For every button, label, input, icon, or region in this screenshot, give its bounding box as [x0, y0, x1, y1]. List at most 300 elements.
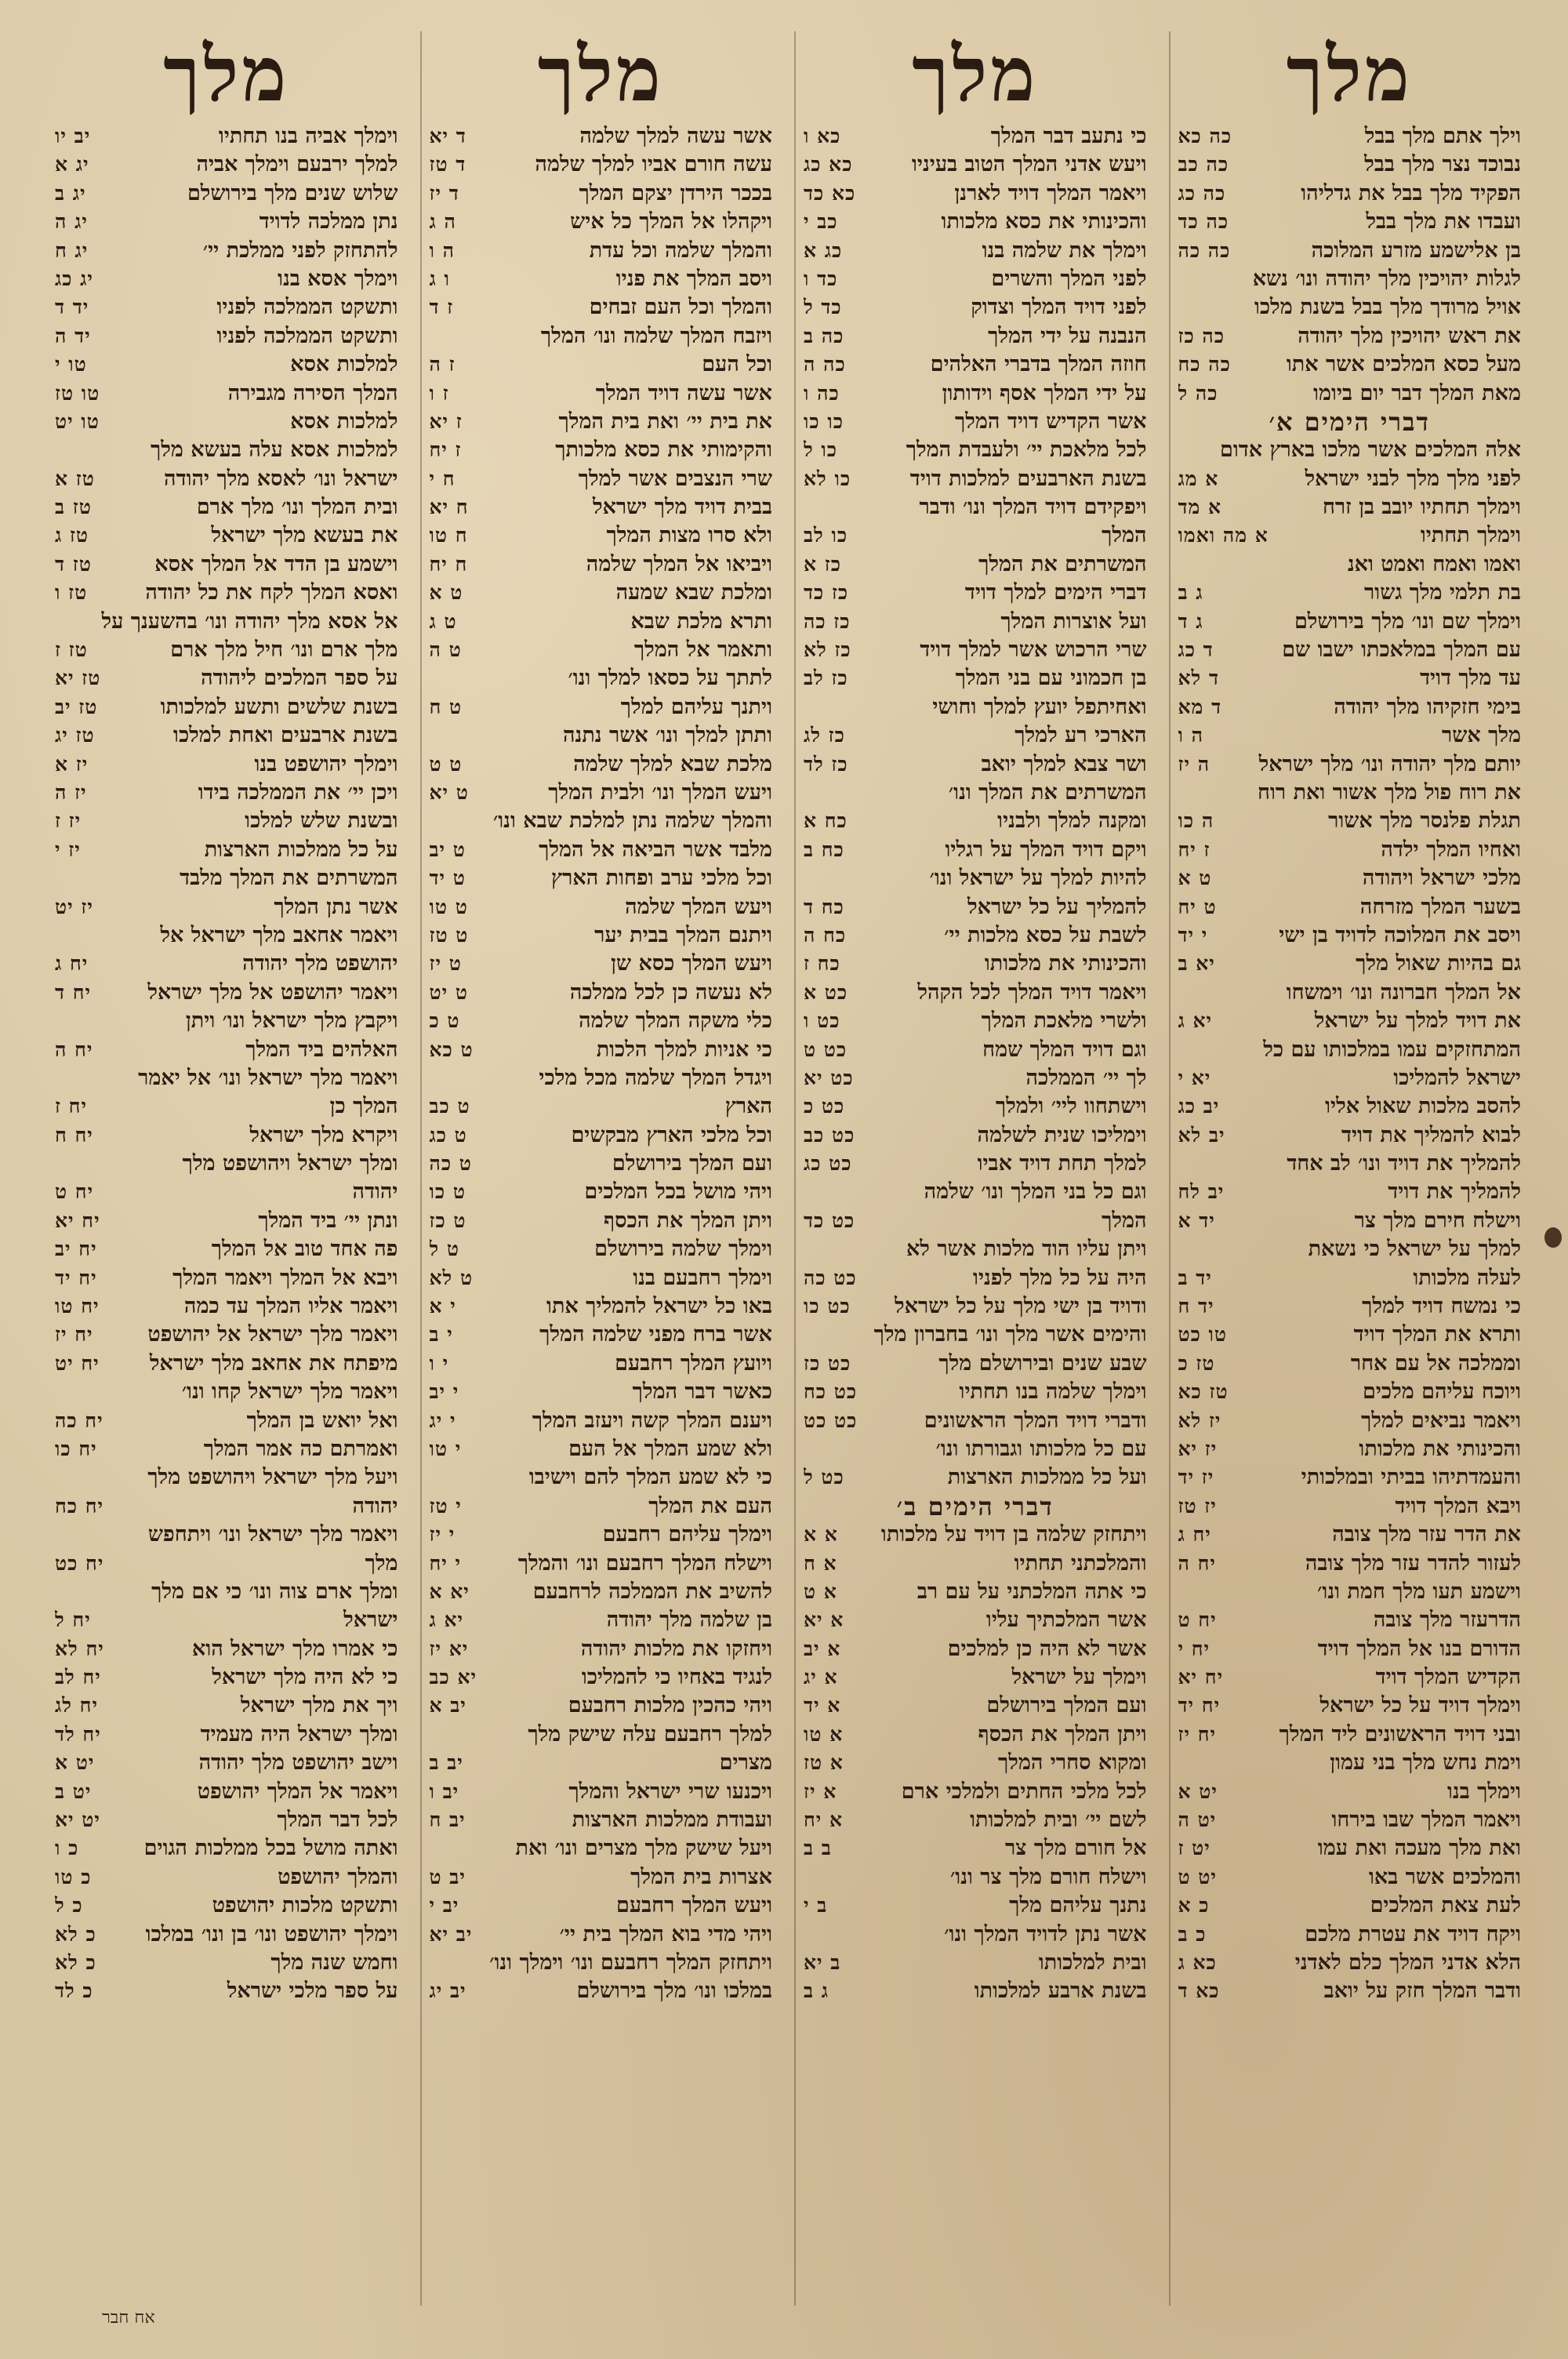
- entry-text: המשרתים את המלך ונו׳: [948, 780, 1147, 805]
- entry-text: וישב יהושפט מלך יהודה: [198, 1750, 398, 1776]
- entry-text: ויאמר יהושפט אל מלך ישראל: [147, 980, 398, 1005]
- entry-row: [1178, 1778, 1522, 1806]
- entry-text: וישמע בן הדד אל המלך אסא: [154, 551, 398, 576]
- entry-reference: יג א: [55, 153, 89, 176]
- entry-reference: ד טז: [429, 153, 466, 176]
- entry-row: [804, 1121, 1147, 1150]
- entry-row: [430, 151, 773, 179]
- entry-row: [55, 151, 398, 179]
- entry-text: בן שלמה מלך יהודה: [606, 1608, 772, 1633]
- entry-reference: ז יח: [1178, 838, 1210, 861]
- entry-reference: יא ג: [1178, 1009, 1213, 1033]
- entry-reference: ט לא: [429, 1266, 474, 1289]
- entry-reference: יז י: [55, 838, 81, 861]
- entry-row: [55, 436, 398, 464]
- entry-text: להשיב את הממלכה לרחבעם: [532, 1579, 772, 1604]
- entry-text: והמלך שלמה נתן למלכת שבא ונו׳: [493, 809, 772, 834]
- entry-text: לכל מלאכת יי׳ ולעבדת המלך: [906, 438, 1147, 463]
- entry-row: [804, 864, 1147, 892]
- entry-text: ויתן המלך את הכסף: [604, 1208, 772, 1233]
- entry-row: [804, 1407, 1147, 1435]
- entry-row: [55, 1892, 398, 1920]
- column-header: מלך: [912, 31, 1039, 118]
- entry-text: אלה המלכים אשר מלכו בארץ אדום: [1220, 438, 1521, 463]
- entry-reference: א יח: [804, 1808, 844, 1832]
- entry-row: [55, 722, 398, 750]
- entry-reference: כ לד: [55, 1979, 93, 2003]
- entry-row: [1178, 1578, 1522, 1606]
- entry-row: [1178, 122, 1522, 151]
- entry-row: [430, 864, 773, 892]
- entry-row: [430, 779, 773, 807]
- entry-row: [804, 351, 1147, 379]
- entry-text: ויעש המלך רחבעם: [616, 1893, 772, 1918]
- entry-reference: ט א: [1178, 867, 1212, 890]
- entry-row: [804, 1721, 1147, 1749]
- entry-reference: טז ז: [55, 638, 88, 662]
- entry-text: מלך ארם ונו׳ חיל מלך ארם: [170, 638, 398, 663]
- entry-reference: ט ג: [429, 609, 457, 633]
- entry-reference: כז לא: [804, 638, 851, 662]
- entry-row: [1178, 1921, 1522, 1949]
- entry-reference: כט ט: [804, 1038, 848, 1061]
- entry-reference: י יד: [1178, 923, 1208, 947]
- entry-text: ואת מלך מעכה ואת עמו: [1317, 1836, 1521, 1861]
- entry-row: [1178, 1207, 1522, 1235]
- entry-row: [55, 208, 398, 236]
- entry-row: [804, 1007, 1147, 1035]
- entry-text: יותם מלך יהודה ונו׳ מלך ישראל: [1258, 751, 1521, 776]
- entry-reference: כט כה: [804, 1266, 857, 1289]
- entry-row: [55, 1721, 398, 1749]
- entry-text: המשרתים את המלך מלבד: [180, 866, 398, 891]
- entry-reference: יט ז: [1178, 1837, 1210, 1860]
- entry-text: וישלח חורם מלך צר ונו׳: [950, 1864, 1147, 1889]
- entry-row: [430, 1778, 773, 1806]
- entry-row: [55, 1292, 398, 1321]
- entry-text: ויהי כהכין מלכות רחבעם: [568, 1693, 772, 1718]
- entry-text: המלך: [1102, 523, 1147, 548]
- entry-reference: יז יד: [1178, 1466, 1214, 1489]
- entry-reference: א יז: [804, 1779, 837, 1803]
- entry-text: אל המלך חברונה ונו׳ וימשחו: [1286, 980, 1521, 1005]
- entry-text: לפני דויד המלך וצדוק: [971, 295, 1147, 320]
- entry-reference: ט יט: [429, 980, 468, 1004]
- entry-text: וימלך דויד על כל ישראל: [1319, 1693, 1521, 1718]
- entry-row: [55, 1407, 398, 1435]
- entry-reference: ט א: [429, 581, 463, 605]
- entry-text: בן אלישמע מזרע המלוכה: [1311, 238, 1521, 263]
- entry-text: שבע שנים ובירושלם מלך: [938, 1350, 1147, 1376]
- entry-text: והמלכים אשר באו: [1369, 1864, 1521, 1889]
- entry-text: ויקבץ מלך ישראל ונו׳ ויתן: [185, 1009, 398, 1034]
- entry-row: [55, 493, 398, 522]
- entry-text: עד מלך דויד: [1420, 666, 1521, 691]
- entry-text: ויתן המלך את הכסף: [978, 1721, 1147, 1747]
- entry-row: [430, 122, 773, 151]
- entry-text: המלך: [1102, 1208, 1147, 1233]
- entry-row: [430, 1921, 773, 1949]
- entry-text: מלך: [365, 1550, 398, 1576]
- entry-row: [430, 1350, 773, 1378]
- entry-text: למלך על ישראל כי נשאת: [1308, 1237, 1521, 1262]
- entry-reference: יח ג: [55, 952, 89, 976]
- entry-row: [55, 1692, 398, 1720]
- entry-row: [1178, 1834, 1522, 1863]
- entry-row: [55, 1092, 398, 1121]
- entry-text: בן חכמוני עם בני המלך: [955, 666, 1147, 691]
- entry-reference: א טז: [804, 1751, 844, 1775]
- entry-reference: כז לד: [804, 752, 848, 776]
- entry-text: ולא שמע המלך אל העם: [568, 1436, 772, 1461]
- entry-row: [1178, 1064, 1522, 1092]
- entry-text: ויענם המלך קשה ויעזב המלך: [532, 1408, 772, 1433]
- entry-reference: יז ז: [55, 809, 82, 833]
- entry-text: וישלח המלך רחבעם ונו׳ והמלך: [517, 1550, 772, 1576]
- entry-text: וגם דויד המלך שמח: [982, 1037, 1147, 1062]
- entry-text: בבית דויד מלך ישראל: [592, 495, 772, 520]
- entry-row: [804, 1150, 1147, 1178]
- entry-row: [430, 293, 773, 322]
- entry-text: ואסא המלך לקח את כל יהודה: [145, 580, 398, 605]
- entry-reference: ט ל: [429, 1238, 459, 1261]
- entry-reference: יח יז: [1178, 1722, 1217, 1746]
- entry-reference: כה כז: [1178, 324, 1225, 347]
- entry-row: [430, 551, 773, 579]
- entry-text: המשרתים את המלך: [978, 551, 1147, 576]
- entry-row: [55, 1121, 398, 1150]
- entry-row: [804, 380, 1147, 408]
- entry-row: [430, 1692, 773, 1720]
- entry-reference: כו לב: [804, 524, 848, 547]
- entry-reference: ג ד: [1178, 609, 1203, 633]
- entry-text: באו כל ישראל להמליך אתו: [546, 1294, 772, 1319]
- entry-row: [430, 1863, 773, 1892]
- entry-text: בת תלמי מלך גשור: [1364, 580, 1521, 605]
- entry-row: [804, 551, 1147, 579]
- entry-text: וימלך שלמה בנו תחתיו: [959, 1379, 1147, 1405]
- entry-row: [430, 1463, 773, 1492]
- entry-reference: ח יח: [429, 552, 468, 576]
- entry-reference: יז לא: [1178, 1408, 1221, 1432]
- entry-reference: כט א: [804, 980, 848, 1004]
- entry-text: ויאמר אל המלך יהושפט: [197, 1779, 398, 1804]
- entry-row: [430, 950, 773, 978]
- entry-text: ומלך ישראל ויהושפט מלך: [182, 1151, 398, 1176]
- column-header: מלך: [1286, 31, 1413, 118]
- entry-text: לפני המלך והשרים: [991, 266, 1147, 291]
- entry-row: [1178, 208, 1522, 236]
- entry-reference: טז ב: [55, 496, 92, 519]
- entry-row: [430, 1949, 773, 1977]
- entry-text: ויוכח עליהם מלכים: [1363, 1379, 1521, 1405]
- entry-reference: א יג: [804, 1666, 838, 1689]
- entry-row: [1178, 950, 1522, 978]
- entry-text: ויסב המלך את פניו: [615, 266, 772, 291]
- entry-row: [1178, 1635, 1522, 1663]
- entry-reference: ו ג: [429, 267, 450, 290]
- entry-row: [804, 1692, 1147, 1720]
- entry-reference: יד ה: [55, 324, 91, 347]
- entry-text: המתחזקים עמו במלכותו עם כל: [1263, 1037, 1521, 1062]
- entry-text: עם כל מלכותו וגבורתו ונו׳: [935, 1436, 1147, 1461]
- entry-reference: כה כד: [1178, 210, 1229, 234]
- entry-reference: ט יז: [429, 952, 462, 976]
- entry-row: [55, 322, 398, 351]
- entry-row: [430, 751, 773, 779]
- entry-text: בשנת ארבע למלכותו: [974, 1979, 1147, 2004]
- entry-row: [55, 921, 398, 950]
- entry-text: להתחזק לפני ממלכת יי׳: [202, 238, 398, 263]
- entry-text: היה על כל מלך לפניו: [973, 1265, 1147, 1290]
- entry-reference: כט ו: [804, 1009, 840, 1033]
- entry-text: והמלך וכל העם זבחים: [589, 295, 772, 320]
- entry-row: [55, 1921, 398, 1949]
- entry-text: כי לא היה מלך ישראל: [212, 1665, 398, 1690]
- entry-text: מיפתח את אחאב מלך ישראל: [149, 1350, 398, 1376]
- entry-text: אשר הקדיש דויד המלך: [955, 409, 1147, 434]
- entry-row: [1178, 1863, 1522, 1892]
- entry-reference: ט יד: [429, 867, 466, 890]
- entry-reference: יט ט: [1178, 1865, 1217, 1888]
- entry-text: למלך ירבעם וימלך אביה: [196, 152, 398, 177]
- entry-text: בשער המלך מזרחה: [1359, 894, 1521, 919]
- entry-row: [804, 408, 1147, 436]
- entry-text: אצרות בית המלך: [630, 1864, 772, 1889]
- page-number: אח חבר: [102, 2308, 155, 2328]
- entry-row: [1178, 1949, 1522, 1977]
- entry-reference: יב יו: [55, 125, 91, 147]
- entry-text: ויתנם המלך בבית יער: [594, 922, 772, 947]
- entry-reference: י יח: [429, 1551, 462, 1575]
- entry-text: ותרא את המלך דויד: [1353, 1322, 1521, 1347]
- entry-text: למלכות אסא: [290, 352, 398, 377]
- entry-text: את הדר עזר מלך צובה: [1332, 1522, 1521, 1547]
- entry-reference: ט טז: [429, 923, 469, 947]
- entry-text: להיות למלך על ישראל ונו׳: [929, 866, 1147, 891]
- entry-row: [430, 1635, 773, 1663]
- entry-text: על ידי המלך אסף וידותון: [942, 380, 1147, 405]
- entry-row: [430, 1321, 773, 1349]
- entry-row: [804, 322, 1147, 351]
- entry-row: [1178, 1150, 1522, 1178]
- entry-row: [55, 664, 398, 692]
- entry-row: [804, 1778, 1147, 1806]
- entry-text: וימלך עליהם רחבעם: [602, 1522, 772, 1547]
- entry-text: מלכת שבא למלך שלמה: [573, 751, 772, 776]
- entry-text: ושר צבא למלך יואב: [981, 751, 1147, 776]
- entry-reference: יא ב: [1178, 952, 1215, 976]
- entry-row: [430, 1378, 773, 1406]
- entry-text: ודברי דויד המלך הראשונים: [924, 1408, 1147, 1433]
- entry-reference: יח כח: [55, 1494, 104, 1518]
- entry-row: [55, 1578, 398, 1606]
- entry-row: [1178, 893, 1522, 921]
- entry-row: [55, 1235, 398, 1263]
- entry-text: ותשקט הממלכה לפניו: [216, 323, 398, 348]
- entry-text: בשנת הארבעים למלכות דויד: [909, 466, 1147, 491]
- entry-row: [55, 1606, 398, 1634]
- entry-row: [1178, 1235, 1522, 1263]
- entry-reference: יז טז: [1178, 1494, 1217, 1518]
- entry-row: [55, 893, 398, 921]
- entry-text: ויאמר דויד המלך לכל הקהל: [917, 980, 1147, 1005]
- entry-row: [804, 807, 1147, 835]
- entry-row: [430, 265, 773, 293]
- entry-row: [1178, 1521, 1522, 1549]
- entry-text: כי לא שמע המלך להם וישיבו: [528, 1465, 772, 1490]
- entry-reference: טז ג: [55, 524, 89, 547]
- entry-text: ויאמר מלך ישראל אל יהושפט: [147, 1322, 398, 1347]
- entry-text: ואמו ואמח ואמט ואנ: [1347, 551, 1521, 576]
- entry-text: אשר נתן המלך: [274, 894, 398, 919]
- entry-text: אשר עשה דויד המלך: [595, 380, 772, 405]
- entry-reference: יח יז: [55, 1323, 93, 1347]
- entry-row: [430, 1121, 773, 1150]
- entry-text: בשנת שלשים ותשע למלכותו: [160, 694, 398, 719]
- entry-reference: י טז: [429, 1494, 462, 1518]
- entry-reference: יט ה: [1178, 1808, 1217, 1832]
- entry-row: [430, 1521, 773, 1549]
- entry-text: ואל יואש בן המלך: [246, 1408, 398, 1433]
- entry-reference: ט כז: [429, 1209, 466, 1232]
- entry-row: [1178, 351, 1522, 379]
- entry-text: ויאמר מלך ישראל קחו ונו׳: [181, 1379, 398, 1405]
- entry-text: ויסב את המלוכה לדויד בן ישי: [1279, 922, 1521, 947]
- entry-reference: ב יא: [804, 1951, 841, 1974]
- entry-text: ישראל להמליכו: [1393, 1065, 1521, 1090]
- entry-text: ואתה מושל בכל ממלכות הגוים: [143, 1836, 398, 1861]
- entry-row: [1178, 979, 1522, 1007]
- entry-row: [804, 751, 1147, 779]
- entry-row: [804, 293, 1147, 322]
- entry-text: ויאמר המלך שבו בירחו: [1331, 1808, 1521, 1833]
- entry-reference: כה ב: [804, 324, 844, 347]
- entry-row: [804, 1178, 1147, 1206]
- entry-reference: יא יז: [429, 1637, 469, 1660]
- entry-row: [55, 1350, 398, 1378]
- entry-row: [1178, 1892, 1522, 1920]
- entry-row: [430, 436, 773, 464]
- entry-row: [430, 1663, 773, 1692]
- entry-row: [1178, 807, 1522, 835]
- entry-row: [55, 351, 398, 379]
- entry-reference: ה ו: [1178, 724, 1203, 747]
- entry-text: דברי הימים ב׳: [896, 1492, 1054, 1521]
- entry-text: דברי הימים למלך דויד: [964, 580, 1147, 605]
- entry-reference: ז ו: [429, 381, 449, 405]
- entry-row: [1178, 1721, 1522, 1749]
- entry-text: ועל אוצרות המלך: [1000, 609, 1147, 634]
- entry-text: וממלכה אל עם אחר: [1350, 1350, 1521, 1376]
- entry-reference: טז כ: [1178, 1351, 1215, 1375]
- entry-reference: ט ה: [429, 638, 462, 662]
- entry-text: לפני מלך מלך לבני ישראל: [1305, 466, 1521, 491]
- entry-reference: יח יב: [55, 1238, 97, 1261]
- entry-row: [55, 1178, 398, 1206]
- entry-reference: י יב: [429, 1380, 459, 1404]
- entry-row: [804, 693, 1147, 722]
- entry-row: [55, 1207, 398, 1235]
- entry-row: [1178, 664, 1522, 692]
- entry-text: את בעשא מלך ישראל: [211, 523, 398, 548]
- entry-row: [804, 1292, 1147, 1321]
- entry-text: אויל מרודך מלך בבל בשנת מלכו: [1254, 295, 1521, 320]
- entry-text: והמלך שלמה וכל עדת: [589, 238, 772, 263]
- entry-row: [804, 208, 1147, 236]
- entry-row: [804, 180, 1147, 208]
- entry-text: את ראש יהויכין מלך יהודה: [1298, 323, 1521, 348]
- entry-text: והקימותי את כסא מלכותך: [555, 438, 772, 463]
- entry-text: ובית המלך ונו׳ מלך ארם: [196, 495, 398, 520]
- entry-text: ויחזקו את מלכות יהודה: [580, 1636, 772, 1661]
- entry-text: דברי הימים א׳: [1269, 407, 1430, 437]
- entry-row: [1178, 322, 1522, 351]
- entry-text: ויעש המלך כסא שן: [611, 951, 772, 976]
- entry-reference: א א: [804, 1523, 838, 1547]
- entry-text: לך יי׳ הממלכה: [1025, 1065, 1147, 1090]
- entry-reference: כה כב: [1178, 153, 1229, 176]
- entry-text: לעזור להדר עזר מלך צובה: [1305, 1550, 1521, 1576]
- entry-text: לשם יי׳ ובית למלכותו: [970, 1808, 1147, 1833]
- entry-reference: כא ו: [804, 125, 841, 147]
- entry-row: [55, 1521, 398, 1549]
- entry-row: [804, 522, 1147, 550]
- entry-reference: ז ד: [429, 296, 454, 319]
- entry-text: וישתחוו ליי׳ ולמלך: [995, 1094, 1147, 1119]
- entry-reference: יח י: [1178, 1637, 1210, 1660]
- entry-text: המלך כן: [329, 1094, 398, 1119]
- entry-reference: ט יא: [429, 780, 469, 804]
- entry-reference: יג ה: [55, 210, 88, 234]
- entry-row: [804, 493, 1147, 522]
- entry-reference: כא ד: [1178, 1979, 1220, 2003]
- entry-row: [55, 1007, 398, 1035]
- entry-reference: יג ח: [55, 238, 89, 262]
- entry-reference: י יז: [429, 1523, 456, 1547]
- entry-text: לתתך על כסאו למלך ונו׳: [568, 666, 772, 691]
- entry-reference: ט כא: [429, 1038, 474, 1061]
- entry-row: [804, 465, 1147, 493]
- entry-reference: יח ט: [1178, 1608, 1217, 1632]
- entry-row: [1178, 636, 1522, 664]
- entry-row: [1178, 465, 1522, 493]
- entry-reference: יט יא: [55, 1808, 100, 1832]
- entry-row: [804, 950, 1147, 978]
- entry-row: [430, 893, 773, 921]
- entry-text: ובני דויד הראשונים ליד המלך: [1279, 1721, 1521, 1747]
- entry-reference: יב לח: [1178, 1180, 1225, 1204]
- entry-text: אשר לא היה כן למלכים: [947, 1636, 1147, 1661]
- entry-reference: יב א: [429, 1694, 466, 1717]
- entry-text: שרי הנצבים אשר למלך: [578, 466, 772, 491]
- entry-row: [55, 1036, 398, 1064]
- entry-row: [804, 1036, 1147, 1064]
- entry-row: [430, 1178, 773, 1206]
- entry-reference: ב י: [804, 1894, 828, 1917]
- entry-reference: יב י: [429, 1894, 459, 1917]
- entry-row: [804, 636, 1147, 664]
- entry-text: וישלח חירם מלך צר: [1354, 1208, 1521, 1233]
- entry-row: [804, 1521, 1147, 1549]
- entry-reference: יח ה: [1178, 1551, 1216, 1575]
- entry-row: [430, 237, 773, 265]
- entry-row: [1178, 493, 1522, 522]
- entry-row: [430, 1092, 773, 1121]
- entry-text: ויהי מדי בוא המלך בית יי׳: [559, 1921, 772, 1946]
- entry-reference: טז יא: [55, 667, 101, 690]
- entry-text: אשר המלכתיך עליו: [985, 1608, 1147, 1633]
